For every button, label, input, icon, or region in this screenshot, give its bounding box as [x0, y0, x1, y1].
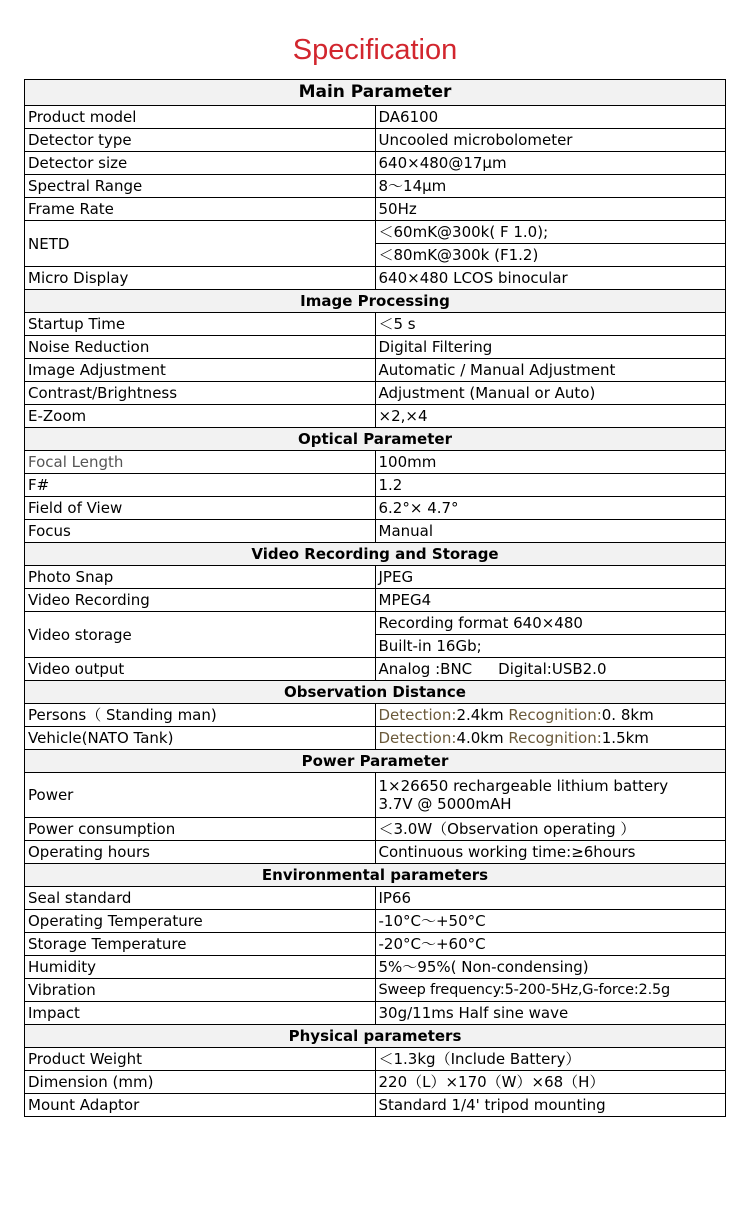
recognition-value: 0. 8km: [601, 706, 654, 724]
table-row: [25, 979, 726, 1002]
section-header: [25, 750, 726, 773]
spec-value: 5%～95%( Non-condensing): [375, 956, 726, 979]
spec-value: 1.2: [375, 474, 726, 497]
detection-value: 4.0km: [456, 729, 504, 747]
spec-key: Seal standard: [25, 887, 376, 910]
spec-key: Photo Snap: [25, 566, 376, 589]
table-row: [25, 359, 726, 382]
spec-key: Field of View: [25, 497, 376, 520]
table-row: [25, 773, 726, 818]
spec-value: ＜60mK@300k( F 1.0);: [375, 221, 726, 244]
spec-value: ×2,×4: [375, 405, 726, 428]
spec-value: Uncooled microbolometer: [375, 129, 726, 152]
section-title: Image Processing: [25, 290, 726, 313]
spec-key: NETD: [25, 221, 376, 267]
table-row: [25, 198, 726, 221]
spec-value: 100mm: [375, 451, 726, 474]
table-row: [25, 313, 726, 336]
table-row: [25, 1048, 726, 1071]
spec-value: Standard 1/4' tripod mounting: [375, 1094, 726, 1117]
table-row: [25, 1002, 726, 1025]
spec-value: MPEG4: [375, 589, 726, 612]
table-row: [25, 887, 726, 910]
spec-key: Operating hours: [25, 841, 376, 864]
spec-table: [24, 79, 726, 1117]
spec-value: [375, 773, 726, 818]
table-row: [25, 129, 726, 152]
digital-output: Digital:USB2.0: [498, 660, 607, 678]
table-row: [25, 727, 726, 750]
spec-key: Image Adjustment: [25, 359, 376, 382]
spec-key: Focus: [25, 520, 376, 543]
spec-value: Continuous working time:≥6hours: [375, 841, 726, 864]
spec-value: [375, 704, 726, 727]
section-header: [25, 1025, 726, 1048]
spec-value-line: 1×26650 rechargeable lithium battery: [378, 777, 669, 795]
table-row: [25, 106, 726, 129]
spec-value: 6.2°× 4.7°: [375, 497, 726, 520]
table-row: [25, 152, 726, 175]
spec-key: Detector type: [25, 129, 376, 152]
spec-value: DA6100: [375, 106, 726, 129]
detection-label: Detection:: [378, 729, 457, 747]
spec-value: Built-in 16Gb;: [375, 635, 726, 658]
spec-value: 50Hz: [375, 198, 726, 221]
analog-output: Analog :BNC: [378, 660, 473, 678]
spec-key: Power: [25, 773, 376, 818]
spec-key: Micro Display: [25, 267, 376, 290]
detection-value: 2.4km: [456, 706, 504, 724]
spec-key: Mount Adaptor: [25, 1094, 376, 1117]
spec-key: Product Weight: [25, 1048, 376, 1071]
spec-key: Vehicle(NATO Tank): [25, 727, 376, 750]
table-row: [25, 474, 726, 497]
spec-key: Video Recording: [25, 589, 376, 612]
spec-key: Noise Reduction: [25, 336, 376, 359]
table-row: [25, 841, 726, 864]
spec-value: -10°C～+50°C: [375, 910, 726, 933]
table-row: [25, 566, 726, 589]
spec-key: Vibration: [25, 979, 376, 1002]
table-row: [25, 704, 726, 727]
spec-key: Persons（ Standing man): [25, 704, 376, 727]
section-title: Optical Parameter: [25, 428, 726, 451]
spec-key: Storage Temperature: [25, 933, 376, 956]
spec-key: Impact: [25, 1002, 376, 1025]
table-row: [25, 405, 726, 428]
table-row: [25, 589, 726, 612]
spec-value: Manual: [375, 520, 726, 543]
spec-value: Digital Filtering: [375, 336, 726, 359]
spec-value: JPEG: [375, 566, 726, 589]
table-row: [25, 1071, 726, 1094]
table-row: [25, 818, 726, 841]
table-row: [25, 336, 726, 359]
table-row: [25, 520, 726, 543]
spec-value: [375, 727, 726, 750]
table-row: [25, 658, 726, 681]
spec-value: Sweep frequency:5-200-5Hz,G-force:2.5g: [375, 979, 726, 1002]
spec-value: 8～14μm: [375, 175, 726, 198]
spec-value: [375, 658, 726, 681]
spec-value: ＜1.3kg（Include Battery）: [375, 1048, 726, 1071]
table-row: [25, 933, 726, 956]
section-header: [25, 428, 726, 451]
spec-key: Video output: [25, 658, 376, 681]
spec-value: ＜5 s: [375, 313, 726, 336]
spec-key: F#: [25, 474, 376, 497]
section-header: [25, 864, 726, 887]
spec-value-line: 3.7V @ 5000mAH: [378, 795, 512, 813]
spec-key: Focal Length: [25, 451, 376, 474]
section-header: [25, 290, 726, 313]
table-row: [25, 451, 726, 474]
section-header: [25, 543, 726, 566]
section-title: Physical parameters: [25, 1025, 726, 1048]
section-title: Main Parameter: [25, 80, 726, 106]
section-title: Environmental parameters: [25, 864, 726, 887]
section-title: Video Recording and Storage: [25, 543, 726, 566]
spec-value: 220（L）×170（W）×68（H）: [375, 1071, 726, 1094]
table-row: [25, 1094, 726, 1117]
spec-value: Automatic / Manual Adjustment: [375, 359, 726, 382]
spec-value: IP66: [375, 887, 726, 910]
spec-value: -20°C～+60°C: [375, 933, 726, 956]
section-header: [25, 681, 726, 704]
spec-value: Recording format 640×480: [375, 612, 726, 635]
spec-key: Dimension (mm): [25, 1071, 376, 1094]
table-row: [25, 956, 726, 979]
spec-key: Power consumption: [25, 818, 376, 841]
table-row: [25, 267, 726, 290]
section-title: Power Parameter: [25, 750, 726, 773]
spec-key: Product model: [25, 106, 376, 129]
section-header: [25, 80, 726, 106]
section-title: Observation Distance: [25, 681, 726, 704]
recognition-label: Recognition:: [508, 729, 602, 747]
detection-label: Detection:: [378, 706, 457, 724]
spec-key: Frame Rate: [25, 198, 376, 221]
spec-value: 30g/11ms Half sine wave: [375, 1002, 726, 1025]
table-row: [25, 382, 726, 405]
spec-key: Video storage: [25, 612, 376, 658]
spec-key: Contrast/Brightness: [25, 382, 376, 405]
spec-key: Startup Time: [25, 313, 376, 336]
spec-key: Humidity: [25, 956, 376, 979]
spec-key: E-Zoom: [25, 405, 376, 428]
recognition-label: Recognition:: [508, 706, 602, 724]
table-row: [25, 497, 726, 520]
table-row: [25, 910, 726, 933]
recognition-value: 1.5km: [601, 729, 649, 747]
table-row: [25, 175, 726, 198]
table-row: [25, 221, 726, 244]
table-row: [25, 612, 726, 635]
spec-value: 640×480 LCOS binocular: [375, 267, 726, 290]
spec-value: Adjustment (Manual or Auto): [375, 382, 726, 405]
spec-key: Spectral Range: [25, 175, 376, 198]
spec-value: ＜80mK@300k (F1.2): [375, 244, 726, 267]
spec-value: 640×480@17μm: [375, 152, 726, 175]
page-title: Specification: [292, 34, 458, 66]
spec-key: Detector size: [25, 152, 376, 175]
spec-key: Operating Temperature: [25, 910, 376, 933]
spec-value: ＜3.0W（Observation operating ）: [375, 818, 726, 841]
